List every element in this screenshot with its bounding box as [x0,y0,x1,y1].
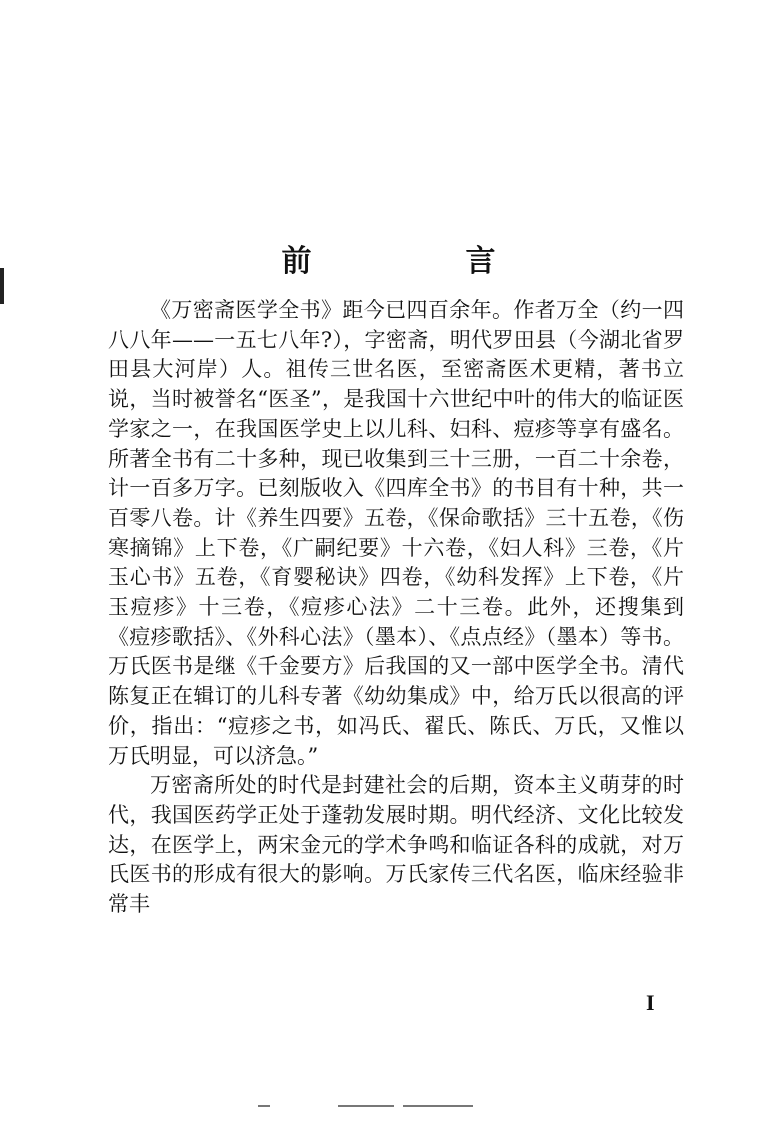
page-number: I [646,990,655,1015]
paragraph-1: 《万密斋医学全书》距今已四百余年。作者万全（约一四八八年——一五七八年?），字密斋，明代罗田县（今湖北省罗田县大河岸）人。祖传三世名医，至密斋医术更精，著书立说，当时被誉名“医圣”，是我国十六世纪中叶的伟大的临证医学家之一，在我国医学史上以儿科、妇科、痘疹等享有盛名。所著全书有二十多种，现已收集到三十三册，一百二十余卷，计一百多万字。已刻版收入《四库全书》的书目有十种，共一百零八卷。计《养生四要》五卷，《保命歌括》三十五卷，《伤寒摘锦》上下卷，《广嗣纪要》十六卷，《妇人科》三卷，《片玉心书》五卷，《育婴秘诀》四卷，《幼科发挥》上下卷，《片玉痘疹》十三卷，《痘疹心法》二十三卷。此外，还搜集到《痘疹歌括》、《外科心法》（墨本）、《点点经》（墨本）等书。万氏医书是继《千金要方》后我国的又一部中医学全书。清代陈复正在辑订的儿科专著《幼幼集成》中，给万氏以很高的评价，指出：“痘疹之书，如冯氏、翟氏、陈氏、万氏，又惟以万氏明显，可以济急。” [108,298,684,768]
paragraph-2: 万密斋所处的时代是封建社会的后期，资本主义萌芽的时代，我国医药学正处于蓬勃发展时期。明代经济、文化比较发达，在医学上，两宋金元的学术争鸣和临证各科的成就，对万氏医书的形成有很大的影响。万氏家传三代名医，临床经验非常丰 [108,773,684,917]
scan-artifact-line [338,1105,394,1107]
scan-artifact-line [403,1105,473,1107]
scan-artifact-line [258,1105,270,1107]
page-title: 前 言 [281,244,558,280]
body-text [108,296,684,920]
